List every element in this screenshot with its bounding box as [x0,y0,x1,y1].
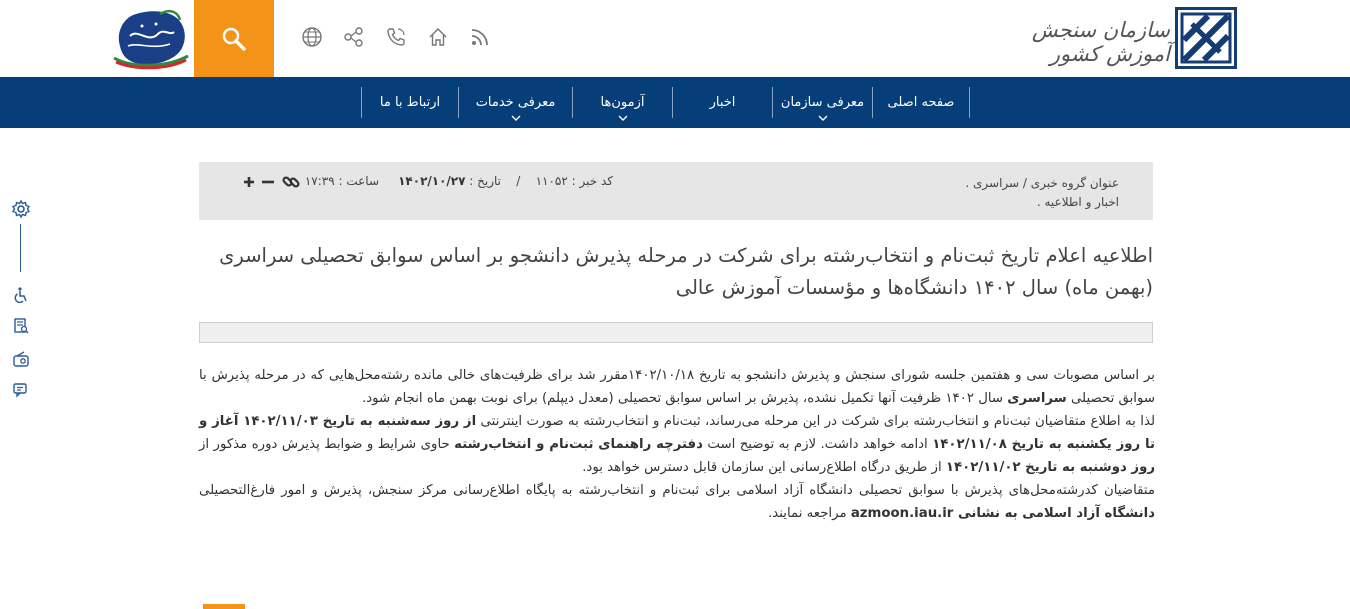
text-run: ادامه خواهد داشت. لازم به توضیح است [702,437,933,452]
article-summary-box [199,322,1153,343]
news-date: ۱۴۰۲/۱۰/۲۷ [398,174,466,188]
article-title: اطلاعیه اعلام تاریخ ثبت‌نام و انتخاب‌رشته برای شرکت در مرحله پذیرش دانشجو بر اساس سوابق تحصیلی سراسری (بهمن ماه) سال ۱۴۰۲ دانشگاه‌ها و مؤسسات آموزش عالی [219,244,1153,299]
nav-item-home[interactable] [872,87,970,118]
chevron-down-icon [618,115,628,121]
org-name: سازمان سنجش آموزش کشور [1031,18,1170,66]
article-body [199,364,1155,525]
news-code: ۱۱۰۵۲ [535,174,568,188]
separator: / [516,174,521,188]
search-button[interactable] [194,0,274,77]
news-code-label: کد خبر : [571,174,613,188]
accessibility-icon[interactable] [10,284,32,306]
phone-icon[interactable] [382,24,410,50]
nav-item-about[interactable] [772,87,872,118]
radio-icon[interactable] [10,348,32,370]
chat-icon[interactable] [10,379,32,401]
org-logo[interactable] [1175,7,1237,69]
news-category [965,174,1119,212]
news-meta-bar [199,162,1153,220]
category-line[interactable]: عنوان گروه خبری / سراسری . [965,176,1119,190]
bold-text: روز دوشنبه به تاریخ ۱۴۰۲/۱۱/۰۲ [945,460,1155,475]
gear-icon[interactable] [10,198,32,220]
news-info [305,174,613,188]
bold-text: از روز سه‌شنبه به تاریخ ۱۴۰۲/۱۱/۰۳ آغاز و تا روز یکشنبه به تاریخ ۱۴۰۲/۱۱/۰۸ [199,414,1155,452]
nav-item-label: صفحه اصلی [887,95,955,110]
text-run: از طریق درگاه اطلاع‌رسانی این سازمان قابل دسترس خواهد بود. [582,460,946,475]
nav-item-label: ارتباط با ما [379,95,441,110]
text-run: لذا به اطلاع متقاضیان ثبت‌نام و انتخاب‌رشته برای شرکت در این مرحله می‌رساند، ثبت‌نام و انتخاب‌رشته به صورت اینترنتی [476,414,1156,429]
rss-icon[interactable] [466,24,494,50]
nav-item-label: آزمون‌ها [600,95,645,110]
text-run: بر اساس مصوبات سی و هفتمین جلسه شورای سنجش و پذیرش دانشجو به تاریخ ۱۴۰۲/۱۰/۱۸مقرر شد برای ظرفیت‌های خالی مانده رشته‌محل‌هایی که در مرحله پذیرش با سوابق تحصیلی [199,368,1155,406]
paragraph [199,364,1155,410]
text-tools [237,172,301,192]
text-run: متقاضیان کدرشته‌محل‌های پذیرش با سوابق تحصیلی دانشگاه آزاد اسلامی برای ثبت‌نام و انتخاب‌رشته به پایگاه اطلاع‌رسانی مرکز سنجش، پذیرش و امور فارغ‌التحصیلی [199,483,1155,498]
home-icon[interactable] [424,24,452,50]
time-label: ساعت : [338,174,380,188]
campaign-emblem [112,6,190,70]
bold-link-text[interactable]: دانشگاه آزاد اسلامی به نشانی azmoon.iau.ir [850,506,1155,521]
toolbar-divider [20,224,21,272]
font-increase-icon[interactable] [243,176,255,188]
chevron-down-icon [818,115,828,121]
logo-mark-icon [1178,10,1234,66]
bold-text: سراسری [1007,391,1067,406]
main-nav [0,77,1350,128]
text-run: حاوی شرایط و ضوابط پذیرش دوره مذکور از [199,437,455,452]
nav-item-exams[interactable] [572,87,672,118]
font-decrease-icon[interactable] [261,176,275,188]
nav-item-news[interactable] [672,87,772,118]
globe-icon[interactable] [298,24,326,50]
paragraph [199,410,1155,479]
nav-item-label: معرفی سازمان [780,95,865,110]
nav-item-services[interactable] [458,87,572,118]
news-time: ۱۷:۳۹ [304,174,335,188]
bold-text: دفترچه راهنمای ثبت‌نام و انتخاب‌رشته [454,437,703,452]
accent-bar [203,604,245,609]
top-header [0,0,1350,77]
text-run: مراجعه نمایند. [768,506,851,521]
top-icon-bar [298,24,508,50]
text-run: سال ۱۴۰۲ ظرفیت آنها تکمیل نشده، پذیرش بر اساس سوابق تحصیلی (معدل دیپلم) برای نوبت بهمن ماه انجام شود. [361,391,1008,406]
share-icon[interactable] [340,24,368,50]
date-label: تاریخ : [469,174,502,188]
nav-menu [361,87,970,118]
paragraph [199,479,1155,525]
nav-item-label: اخبار [709,95,736,110]
search-icon [220,25,248,53]
link-icon[interactable] [281,172,301,192]
chevron-down-icon [511,115,521,121]
document-search-icon[interactable] [10,315,32,337]
nav-item-contact[interactable] [361,87,458,118]
nav-item-label: معرفی خدمات [475,95,556,110]
category-line[interactable]: اخبار و اطلاعیه . [1036,195,1119,209]
